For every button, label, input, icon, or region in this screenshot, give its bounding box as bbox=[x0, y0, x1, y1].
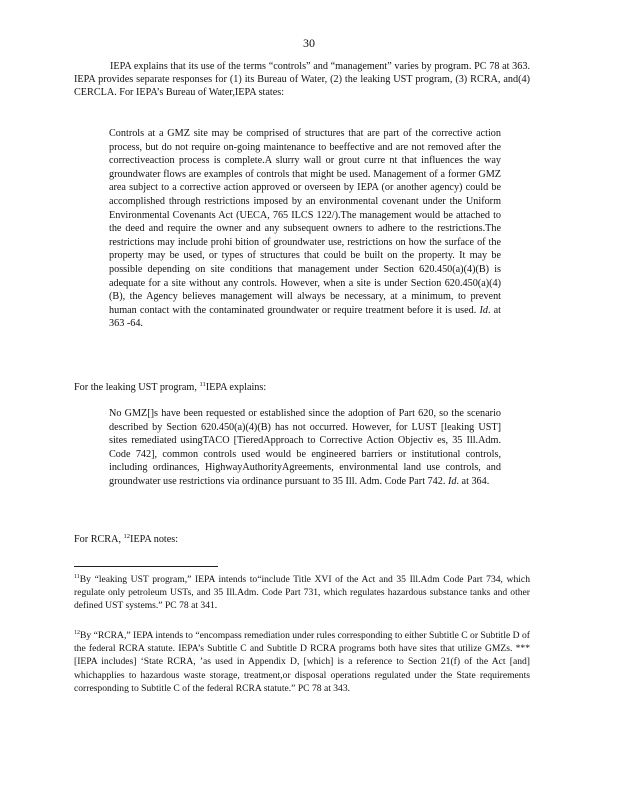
citation-pages: . at 363 -64. bbox=[109, 304, 501, 330]
footnote-reference[interactable]: 11 bbox=[199, 381, 206, 388]
citation-id: Id bbox=[447, 475, 457, 487]
lead-in-text: IEPA explains: bbox=[205, 382, 267, 393]
lead-in-text: For RCRA, bbox=[74, 534, 121, 545]
citation-id: Id bbox=[479, 304, 488, 316]
footnote-reference[interactable]: 12 bbox=[123, 533, 131, 540]
footnote-text: By “RCRA,” IEPA intends to “encompass remediation under rules corresponding to either Subtitle C or Subtitle D of the federal RCRA statute. IEPA’s Subtitle C and Subtitle D RCRA programs both have sites that utilize GMZs. *** [IEPA includes] ‘State RCRA, ’as used in Appendix D, [which] is a reference to Section 21(f) of the Act [and] whichapplies to hazardous waste storage, treatment,or disposal operations regulated under the State requirements corresponding to Subtitle C of the federal RCRA statute.” PC 78 at 343. bbox=[74, 630, 530, 694]
footnote-marker: 11 bbox=[74, 574, 80, 580]
footnote-12 bbox=[74, 629, 530, 695]
block-quote-text: No GMZ[]s have been requested or established since the adoption of Part 620, so the scenario described by Section 620.450(a)(4)(B) has not occurred. However, for LUST [leaking UST] sites remediated usingTACO [TieredApproach to Corrective Action Objectiv es, 35 Ill.Adm. Code 742], common controls used would be engineered barriers or institutional controls, including ordinances, HighwayAuthorityAgreements, environmental land use controls, and groundwater use restrictions via ordinance pursuant to 35 Ill. Adm. Code Part 742. bbox=[109, 408, 501, 487]
footnote-marker: 12 bbox=[74, 630, 80, 636]
lead-in-text: IEPA notes: bbox=[130, 534, 179, 545]
ust-lead-in bbox=[74, 381, 266, 394]
footnote-text: By “leaking UST program,” IEPA intends to“include Title XVI of the Act and 35 Ill.Adm Code Part 734, which regulate only petroleum USTs, and 35 Ill.Adm. Code Part 731, which regulates hazardous substance tanks and other defined UST systems.” PC 78 at 341. bbox=[74, 574, 530, 612]
citation-pages: . at 364. bbox=[456, 475, 490, 487]
page-number: 30 bbox=[303, 36, 315, 50]
footnote-divider bbox=[74, 566, 218, 567]
intro-paragraph: IEPA explains that its use of the terms “controls” and “management” varies by program. PC 78 at 363. IEPA provides separate responses for (1) its Bureau of Water, (2) the leaking UST program, (3) RCRA, and(4) CERCLA. For IEPA’s Bureau of Water,IEPA states: bbox=[74, 61, 530, 99]
block-quote-bureau-of-water bbox=[109, 127, 501, 331]
block-quote-ust bbox=[109, 407, 501, 489]
footnote-11 bbox=[74, 573, 530, 613]
rcra-lead-in bbox=[74, 533, 178, 546]
block-quote-text: Controls at a GMZ site may be comprised of structures that are part of the corrective action process, but do not require on-going maintenance to beeffective and are not removed after the correctiveaction process is complete.A slurry wall or grout curre nt that influences the way groundwater flows are examples of controls that might be used. Management of a former GMZ area subject to a corrective action approved or overseen by IEPA (or another agency) could be accomplished through restrictions imposed by an environmental covenant under the Uniform Environmental Covenants Act (UECA, 765 ILCS 122/).The management would be attached to the deed and require the owner and any subsequent owners to adhere to the restrictions.The restrictions may include prohi bition of groundwater use, restrictions on how the surface of the property may be used, or types of structures that could be built on the property. It may be possible depending on site conditions that management under Section 620.450(a)(4)(B) is adequate for a site without any controls. However, when a site is under Section 620.450(a)(4)(B), the Agency believes management will always be necessary, at a minimum, to prevent human contact with the contaminated groundwater or require treatment before it is used. bbox=[109, 128, 501, 316]
lead-in-text: For the leaking UST program, bbox=[74, 382, 197, 393]
